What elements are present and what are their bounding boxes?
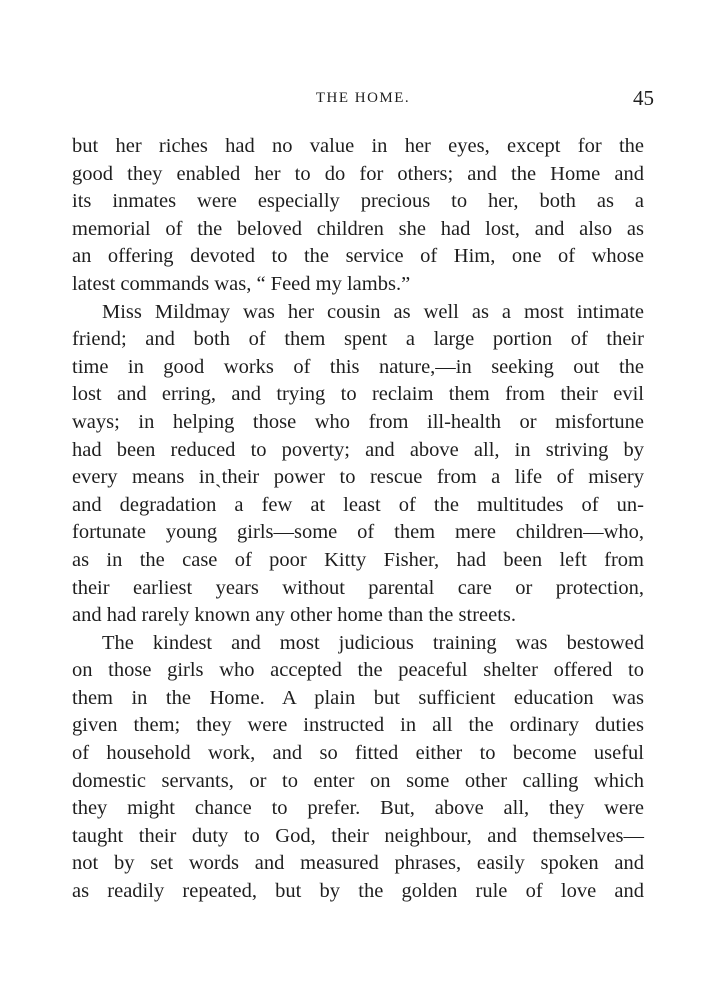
text-line: its inmates were especially precious to her, both as a: [72, 190, 644, 213]
running-title: THE HOME.: [315, 90, 411, 106]
text-line: lost and erring, and trying to reclaim them from their evil: [72, 383, 644, 406]
text-line: latest commands was, “ Feed my lambs.”: [72, 272, 411, 295]
text-line: and degradation a few at least of the multitudes of un-: [72, 493, 644, 516]
text-line: time in good works of this nature,—in seeking out the: [72, 355, 644, 378]
text-line: an offering devoted to the service of Him, one of whose: [72, 245, 644, 268]
text-line: every means inˏtheir power to rescue from a life of misery: [72, 466, 644, 489]
text-line: fortunate young girls—some of them mere children—who,: [72, 521, 644, 544]
text-line: had been reduced to poverty; and above all, in striving by: [72, 438, 644, 461]
text-line: good they enabled her to do for others; and the Home and: [72, 162, 644, 185]
text-line: but her riches had no value in her eyes, except for the: [72, 135, 644, 157]
text-line: The kindest and most judicious training was bestowed: [102, 631, 644, 654]
text-line: of household work, and so fitted either to become useful: [72, 742, 644, 765]
text-line: domestic servants, or to enter on some other calling which: [72, 769, 644, 792]
text-line: on those girls who accepted the peaceful shelter offered to: [72, 659, 644, 682]
body-text: [72, 133, 644, 906]
text-line: ways; in helping those who from ill-health or misfortune: [72, 410, 644, 433]
text-line: they might chance to prefer. But, above all, they were: [72, 797, 644, 820]
text-line: given them; they were instructed in all the ordinary duties: [72, 714, 644, 737]
text-line: as in the case of poor Kitty Fisher, had been left from: [72, 548, 644, 571]
text-line: Miss Mildmay was her cousin as well as a most intimate: [102, 300, 644, 323]
text-line: taught their duty to God, their neighbour, and themselves—: [72, 824, 644, 847]
text-line: as readily repeated, but by the golden rule of love and: [72, 880, 644, 903]
text-line: friend; and both of them spent a large portion of their: [72, 328, 644, 351]
text-line: them in the Home. A plain but sufficient education was: [72, 686, 644, 709]
text-line: not by set words and measured phrases, easily spoken and: [72, 852, 644, 875]
text-line: their earliest years without parental care or protection,: [72, 576, 644, 599]
text-line: memorial of the beloved children she had lost, and also as: [72, 217, 644, 240]
running-head: [72, 86, 654, 114]
page-number: 45: [633, 86, 654, 110]
text-line: and had rarely known any other home than the streets.: [72, 604, 517, 627]
